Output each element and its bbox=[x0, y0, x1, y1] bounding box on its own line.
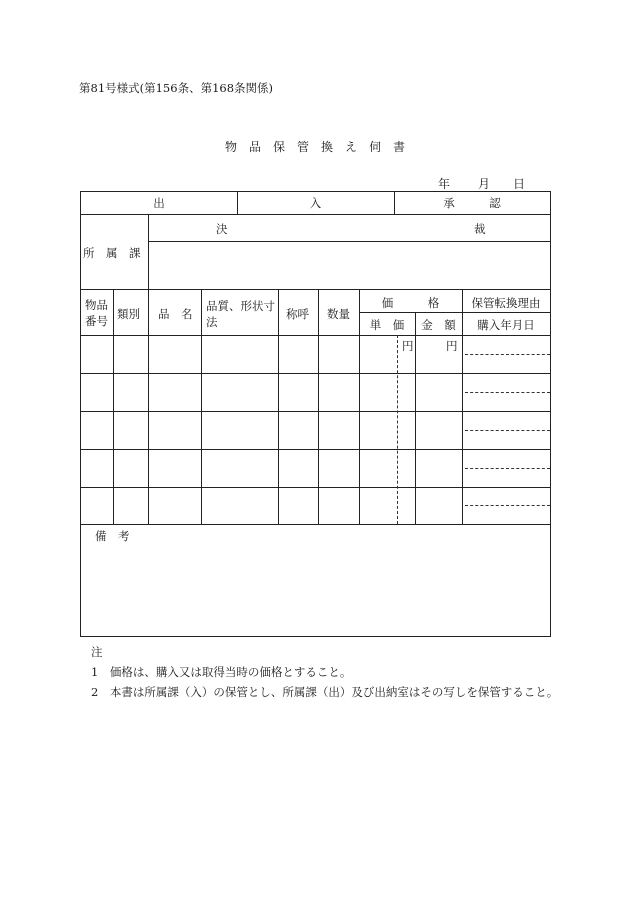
row-divider bbox=[81, 524, 550, 525]
col-amount: 金 額 bbox=[421, 318, 456, 332]
note-item-1: 1 価格は、購入又は取得当時の価格とすること。 bbox=[91, 665, 352, 679]
col-quantity: 数量 bbox=[327, 307, 350, 321]
col-purchase-date: 購入年月日 bbox=[477, 318, 535, 332]
reason-date-divider bbox=[465, 430, 550, 431]
header-in: 入 bbox=[309, 196, 322, 210]
row-divider bbox=[359, 312, 550, 313]
col-item-no-line1: 物品 bbox=[85, 298, 108, 312]
col-divider bbox=[113, 289, 114, 524]
date-month: 月 bbox=[478, 177, 491, 191]
header-out: 出 bbox=[153, 196, 165, 210]
row-divider bbox=[81, 373, 550, 374]
col-quality-line2: 法 bbox=[206, 315, 218, 329]
remarks-label: 備 考 bbox=[95, 529, 130, 543]
col-called: 称呼 bbox=[286, 307, 309, 321]
col-unit-price: 単 価 bbox=[369, 318, 405, 332]
decision-right: 裁 bbox=[474, 222, 486, 236]
col-divider bbox=[148, 289, 149, 524]
reason-date-divider bbox=[465, 505, 550, 506]
col-price: 価 格 bbox=[381, 296, 440, 310]
col-divider bbox=[415, 312, 416, 524]
reason-date-divider bbox=[465, 354, 550, 355]
col-reason: 保管転換理由 bbox=[471, 296, 541, 310]
col-divider bbox=[278, 289, 279, 524]
form-table bbox=[80, 191, 551, 637]
row-divider bbox=[81, 449, 550, 450]
document-title: 物 品 保 管 換 え 伺 書 bbox=[224, 140, 405, 154]
amount-yen: 円 bbox=[446, 339, 458, 353]
yen-sen-divider bbox=[397, 335, 398, 524]
date-year: 年 bbox=[438, 177, 451, 191]
row-divider bbox=[81, 214, 550, 215]
reason-date-divider bbox=[465, 468, 550, 469]
decision-left: 決 bbox=[216, 222, 228, 236]
unit-price-yen: 円 bbox=[402, 339, 414, 353]
col-quality-line1: 品質、形状寸 bbox=[206, 299, 275, 313]
row-divider bbox=[81, 335, 550, 336]
row-divider bbox=[81, 411, 550, 412]
notes-heading: 注 bbox=[91, 645, 103, 659]
col-divider bbox=[201, 289, 202, 524]
row-divider bbox=[148, 241, 550, 242]
col-category: 類別 bbox=[117, 307, 140, 321]
notes bbox=[91, 642, 558, 702]
col-name: 品 名 bbox=[158, 307, 193, 321]
col-divider bbox=[148, 214, 149, 289]
row-divider bbox=[81, 289, 550, 290]
note-item-2: 2 本書は所属課（入）の保管とし、所属課（出）及び出納室はその写しを保管すること。 bbox=[91, 685, 559, 699]
dept-label: 所 属 課 bbox=[83, 246, 141, 260]
date-day: 日 bbox=[513, 177, 526, 191]
col-item-no-line2: 番号 bbox=[85, 314, 108, 328]
form-reference: 第81号様式(第156条、第168条関係) bbox=[79, 81, 274, 95]
header-approval: 承 認 bbox=[443, 196, 501, 210]
row-divider bbox=[81, 487, 550, 488]
col-divider bbox=[318, 289, 319, 524]
reason-date-divider bbox=[465, 392, 550, 393]
